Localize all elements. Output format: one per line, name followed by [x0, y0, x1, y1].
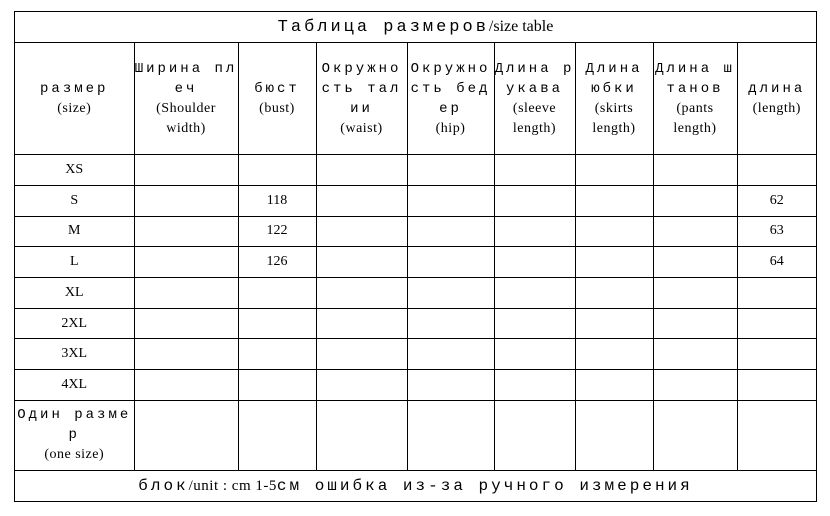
title-ru: Таблица размеров [277, 17, 489, 37]
table-cell [494, 247, 575, 278]
table-cell: 62 [737, 185, 816, 216]
table-row [15, 216, 816, 247]
table-cell [316, 308, 407, 339]
table-row-one-size [15, 400, 816, 470]
table-cell [653, 277, 737, 308]
table-cell [653, 185, 737, 216]
table-cell [737, 400, 816, 470]
table-cell [316, 185, 407, 216]
header-pants: Длина штанов (pants length) [653, 43, 737, 155]
table-cell [407, 308, 494, 339]
table-cell [134, 370, 238, 401]
table-cell [575, 277, 653, 308]
table-cell [575, 247, 653, 278]
table-cell [494, 155, 575, 186]
title-separator: / [488, 18, 494, 35]
table-row [15, 185, 816, 216]
table-cell [134, 216, 238, 247]
table-cell [238, 339, 316, 370]
table-footer [15, 470, 816, 501]
table-cell [316, 155, 407, 186]
table-cell [737, 277, 816, 308]
size-rows [15, 155, 816, 401]
size-label: XL [15, 277, 134, 308]
header-bust: бюст (bust) [238, 43, 316, 155]
table-cell [494, 308, 575, 339]
table-cell [134, 277, 238, 308]
table-cell [653, 308, 737, 339]
table-cell [737, 339, 816, 370]
table-cell [494, 400, 575, 470]
header-size: размер (size) [15, 43, 134, 155]
size-label: XS [15, 155, 134, 186]
table-cell [575, 400, 653, 470]
table-cell [134, 400, 238, 470]
table-cell [653, 216, 737, 247]
table-cell [407, 247, 494, 278]
table-cell [575, 216, 653, 247]
table-cell [575, 370, 653, 401]
table-cell [134, 155, 238, 186]
footer-unit: /unit : cm 1-5 [188, 477, 277, 494]
table-cell [737, 370, 816, 401]
table-cell [575, 155, 653, 186]
table-cell [737, 308, 816, 339]
table-cell [316, 370, 407, 401]
size-label: S [15, 185, 134, 216]
header-length: длина (length) [737, 43, 816, 155]
table-row [15, 155, 816, 186]
table-cell [494, 185, 575, 216]
size-label: 3XL [15, 339, 134, 370]
table-cell [653, 247, 737, 278]
size-grid [15, 43, 816, 470]
table-cell [653, 370, 737, 401]
table-cell [316, 216, 407, 247]
header-sleeve: Длина рукава (sleeve length) [494, 43, 575, 155]
table-cell [407, 370, 494, 401]
table-cell [316, 339, 407, 370]
table-row [15, 370, 816, 401]
table-cell [238, 308, 316, 339]
table-cell [316, 400, 407, 470]
header-waist: Окружность талии (waist) [316, 43, 407, 155]
table-cell [238, 370, 316, 401]
table-cell [407, 277, 494, 308]
table-cell [575, 308, 653, 339]
table-cell: 126 [238, 247, 316, 278]
size-label: 2XL [15, 308, 134, 339]
header-hip: Окружность бедер (hip) [407, 43, 494, 155]
table-cell [737, 155, 816, 186]
table-cell [238, 277, 316, 308]
table-cell [316, 277, 407, 308]
one-size-label: Один размер (one size) [15, 400, 134, 470]
table-row [15, 247, 816, 278]
header-shoulder: Ширина плеч (Shoulder width) [134, 43, 238, 155]
table-cell [407, 155, 494, 186]
footer-ru-a: блок [138, 477, 189, 495]
table-cell [238, 155, 316, 186]
header-row [15, 43, 816, 155]
footer-ru-b: см ошибка из-за ручного измерения [276, 477, 693, 495]
title-en: size table [493, 18, 554, 35]
table-cell: 118 [238, 185, 316, 216]
table-cell [407, 216, 494, 247]
table-cell [653, 339, 737, 370]
size-table [15, 43, 816, 470]
table-cell: 122 [238, 216, 316, 247]
table-cell [575, 339, 653, 370]
table-cell [653, 400, 737, 470]
table-cell [407, 400, 494, 470]
header-skirt: Длина юбки (skirts length) [575, 43, 653, 155]
table-cell: 64 [737, 247, 816, 278]
table-cell [653, 155, 737, 186]
table-cell [134, 185, 238, 216]
table-cell [134, 308, 238, 339]
table-cell [494, 277, 575, 308]
table-cell [407, 185, 494, 216]
table-cell [494, 370, 575, 401]
table-cell [575, 185, 653, 216]
size-label: L [15, 247, 134, 278]
size-label: 4XL [15, 370, 134, 401]
size-table-sheet [14, 11, 817, 502]
table-cell [134, 247, 238, 278]
table-row [15, 308, 816, 339]
table-cell [407, 339, 494, 370]
table-cell [134, 339, 238, 370]
table-row [15, 339, 816, 370]
table-cell [494, 339, 575, 370]
table-cell [238, 400, 316, 470]
table-cell [316, 247, 407, 278]
table-cell: 63 [737, 216, 816, 247]
table-row [15, 277, 816, 308]
size-label: M [15, 216, 134, 247]
table-cell [494, 216, 575, 247]
table-title [15, 12, 816, 43]
